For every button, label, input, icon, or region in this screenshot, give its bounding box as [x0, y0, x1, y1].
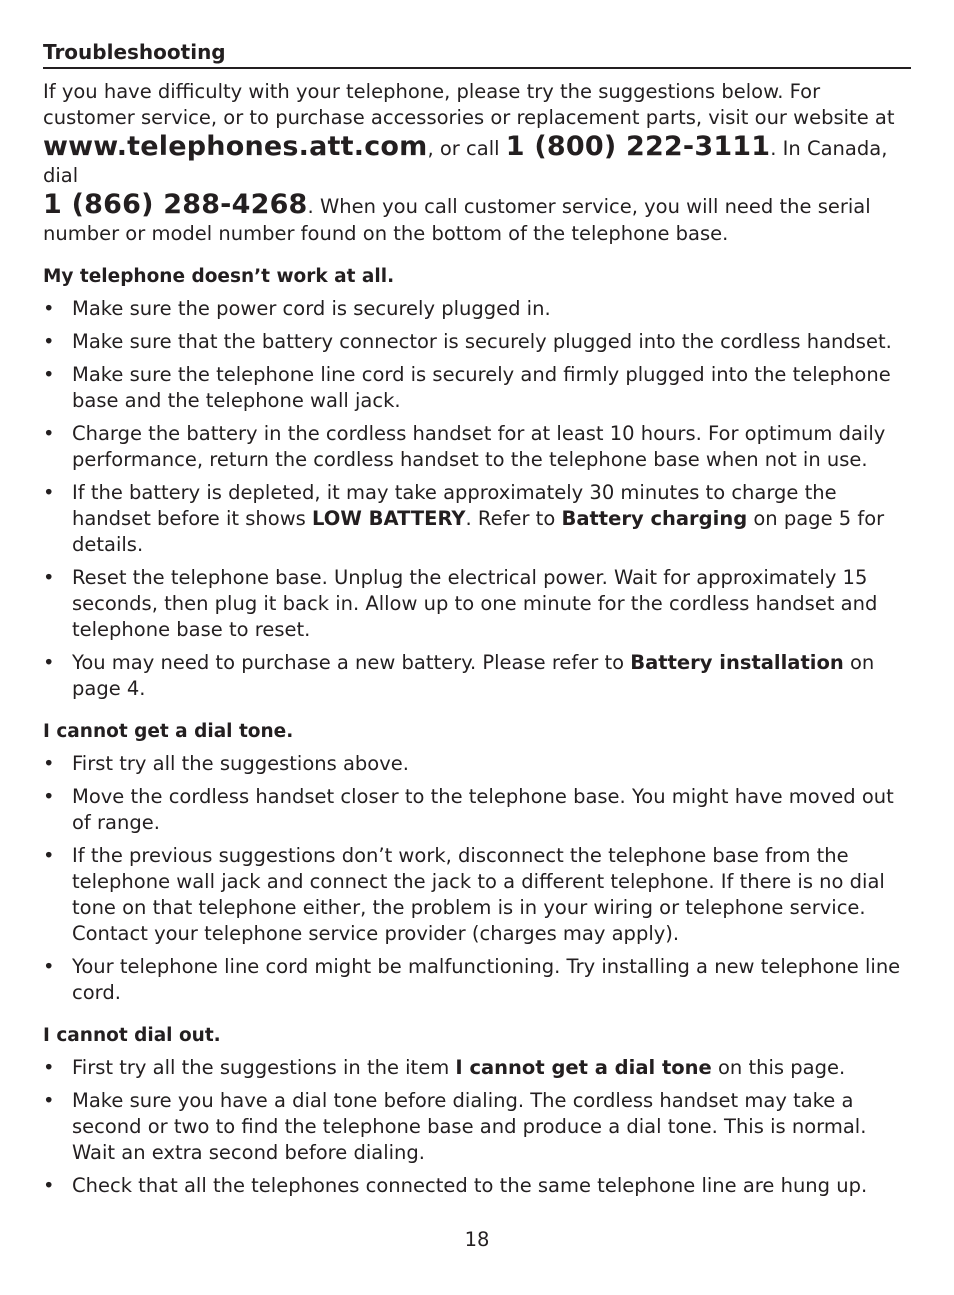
list-item: [43, 954, 911, 1006]
list-item: [43, 650, 911, 702]
section-list-no-dial-out: [43, 1055, 911, 1199]
list-item-text: Make sure that the battery connector is securely plugged into the cordless handset.: [72, 330, 892, 353]
bullet: •: [43, 566, 55, 589]
list-item-text: on page 4.: [72, 651, 875, 700]
no-dial-tone-ref: I cannot get a dial tone: [455, 1056, 712, 1079]
list-item-text: on page 5 for details.: [72, 507, 885, 556]
bullet: •: [43, 1056, 55, 1079]
list-item: [43, 296, 911, 322]
bullet: •: [43, 363, 55, 386]
bullet: •: [43, 297, 55, 320]
bullet: •: [43, 651, 55, 674]
list-item: [43, 329, 911, 355]
bullet: •: [43, 422, 55, 445]
list-item: [43, 1173, 911, 1199]
list-item: [43, 784, 911, 836]
intro-text-4: . When you call customer service, you will need the serial number or model number found on the bottom of the telephone base.: [43, 195, 871, 245]
list-item-text: Your telephone line cord might be malfunctioning. Try installing a new telephone line cord.: [72, 955, 901, 1004]
list-item: [43, 480, 911, 558]
list-item-text: . Refer to: [465, 507, 562, 530]
section-list-no-work: [43, 296, 911, 702]
intro-text-1: If you have difficulty with your telephone, please try the suggestions below. For customer service, or to purchase accessories or replacement parts, visit our website at: [43, 80, 895, 129]
section-heading-no-work: My telephone doesn’t work at all.: [43, 266, 395, 287]
phone-canada: 1 (866) 288-4268: [43, 189, 308, 220]
section-list-no-dial-tone: [43, 751, 911, 1006]
bullet: •: [43, 1089, 55, 1112]
bullet: •: [43, 752, 55, 775]
section-heading-no-dial-out: I cannot dial out.: [43, 1025, 221, 1046]
list-item-text: You may need to purchase a new battery. Please refer to: [72, 651, 631, 674]
list-item: [43, 1055, 911, 1081]
battery-installation-ref: Battery installation: [630, 651, 844, 674]
bullet: •: [43, 844, 55, 867]
list-item-text: First try all the suggestions above.: [72, 752, 409, 775]
bullet: •: [43, 481, 55, 504]
page-title: Troubleshooting: [43, 38, 911, 69]
bullet: •: [43, 330, 55, 353]
list-item-text: If the previous suggestions don’t work, disconnect the telephone base from the telephone wall jack and connect the jack to a different telephone. If there is no dial tone on that telephone either, the problem is in your wiring or telephone service. Contact your telephone service provider (charges may apply).: [72, 844, 885, 945]
list-item-text: Make sure the power cord is securely plugged in.: [72, 297, 551, 320]
bullet: •: [43, 955, 55, 978]
list-item: [43, 751, 911, 777]
list-item-text: Charge the battery in the cordless handset for at least 10 hours. For optimum daily performance, return the cordless handset to the telephone base when not in use.: [72, 422, 886, 471]
bullet: •: [43, 785, 55, 808]
list-item: [43, 362, 911, 414]
battery-charging-ref: Battery charging: [561, 507, 748, 530]
page-number: 18: [464, 1228, 490, 1251]
low-battery-label: LOW BATTERY: [312, 507, 466, 530]
document-page: [43, 38, 911, 1206]
list-item-text: Check that all the telephones connected to the same telephone line are hung up.: [72, 1174, 868, 1197]
list-item: [43, 1088, 911, 1166]
intro-text-2: , or call: [427, 137, 506, 160]
list-item-text: First try all the suggestions in the item: [72, 1056, 456, 1079]
bullet: •: [43, 1174, 55, 1197]
list-item-text: Reset the telephone base. Unplug the electrical power. Wait for approximately 15 seconds, then plug it back in. Allow up to one minute for the cordless handset and telephone base to reset.: [72, 566, 878, 641]
list-item-text: Make sure the telephone line cord is securely and firmly plugged into the telephone base and the telephone wall jack.: [72, 363, 891, 412]
list-item: [43, 843, 911, 947]
list-item: [43, 565, 911, 643]
list-item-text: on this page.: [711, 1056, 846, 1079]
section-heading-no-dial-tone: I cannot get a dial tone.: [43, 721, 294, 742]
phone-us: 1 (800) 222-3111: [505, 131, 771, 162]
list-item-text: Make sure you have a dial tone before dialing. The cordless handset may take a second or two to find the telephone base and produce a dial tone. This is normal. Wait an extra second before dialing.: [72, 1089, 867, 1164]
intro-paragraph: [43, 79, 911, 247]
website-link[interactable]: www.telephones.att.com: [43, 131, 428, 162]
list-item-text: If the battery is depleted, it may take approximately 30 minutes to charge the handset before it shows: [72, 481, 837, 530]
intro-text-3: . In Canada, dial: [43, 137, 888, 187]
list-item-text: Move the cordless handset closer to the telephone base. You might have moved out of range.: [72, 785, 894, 834]
list-item: [43, 421, 911, 473]
